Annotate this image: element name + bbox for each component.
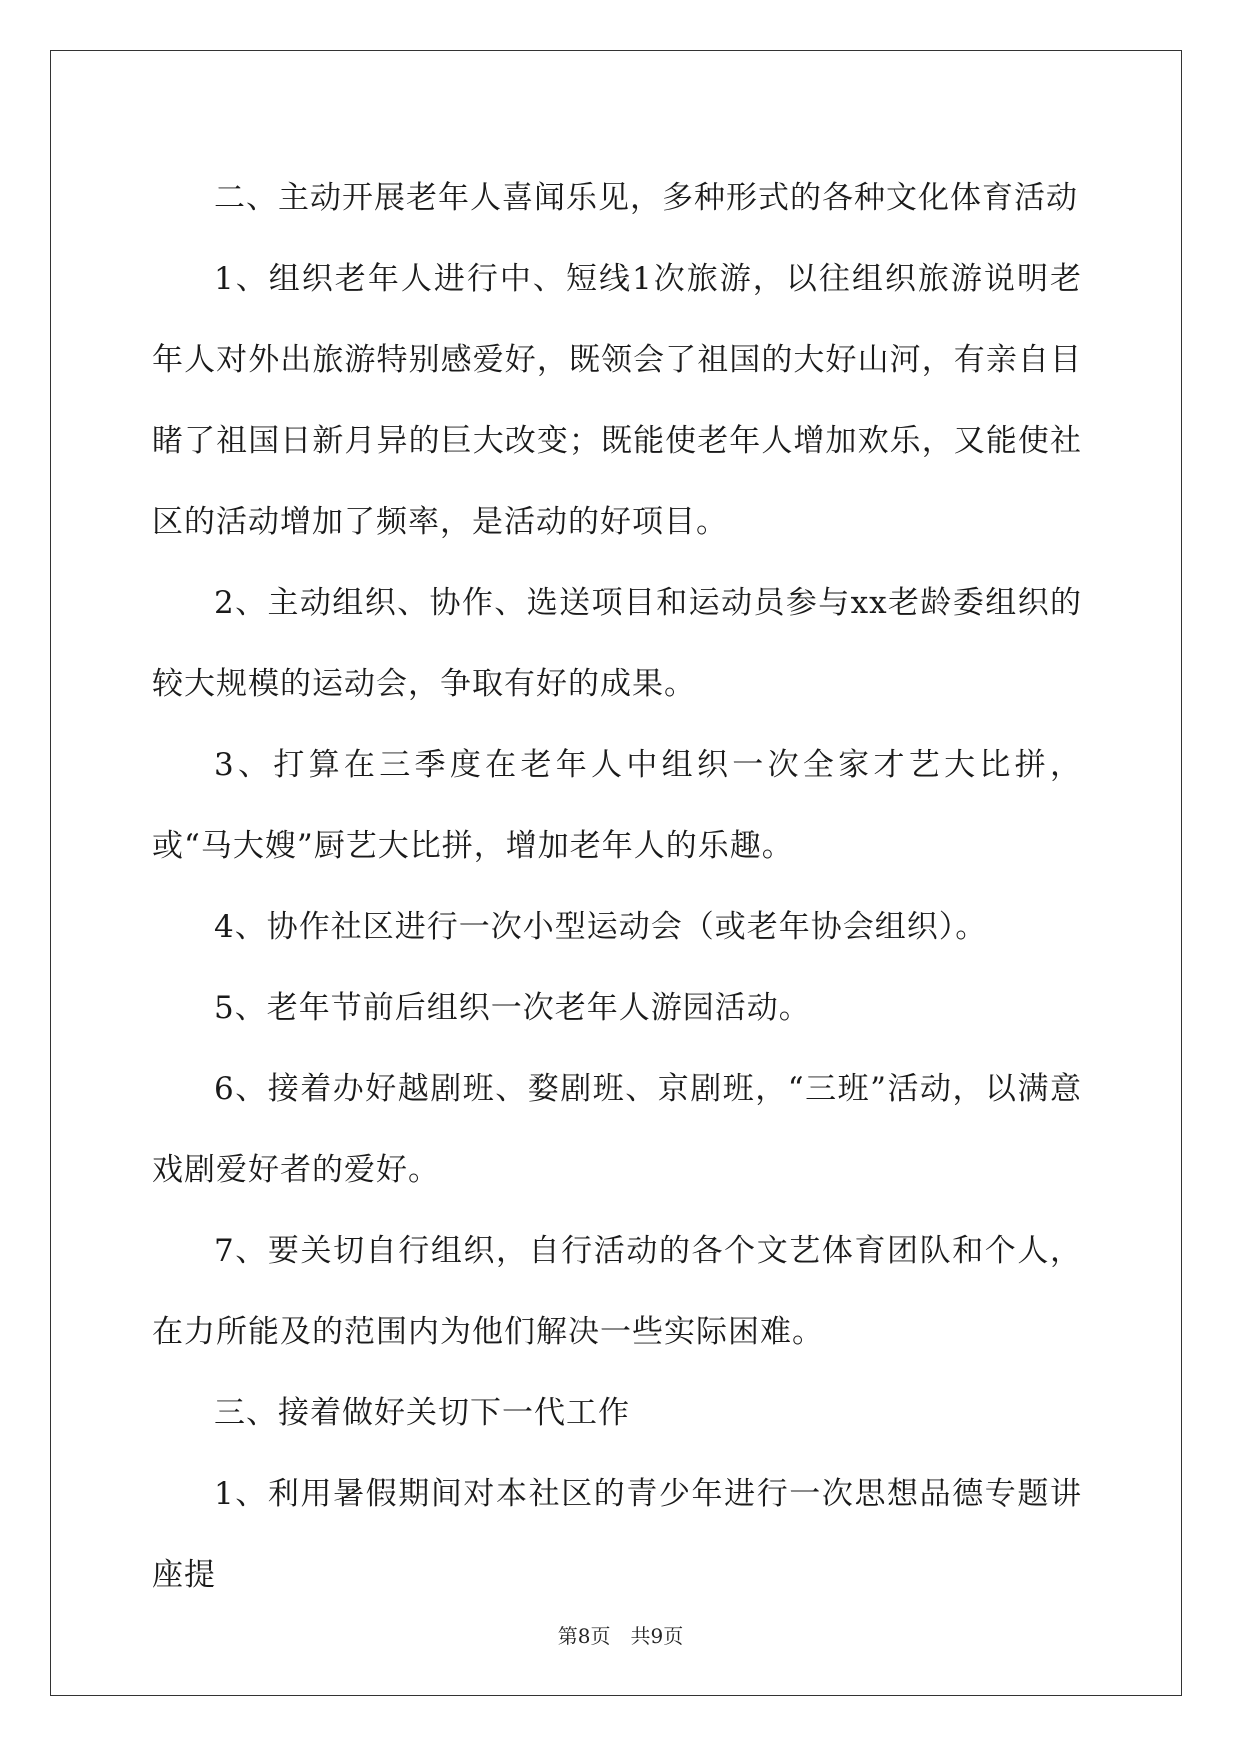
paragraph-item-2: 2、主动组织、协作、选送项目和运动员参与xx老龄委组织的较大规模的运动会，争取有好的成果。: [152, 585, 1082, 702]
paragraph-item-6: 6、接着办好越剧班、婺剧班、京剧班，“三班”活动，以满意戏剧爱好者的爱好。: [152, 1071, 1082, 1188]
document-body: [152, 158, 1082, 1616]
paragraph-item-5: 5、老年节前后组织一次老年人游园活动。: [214, 990, 811, 1026]
paragraph-item-3: 3、打算在三季度在老年人中组织一次全家才艺大比拼，或“马大嫂”厨艺大比拼，增加老年人的乐趣。: [152, 747, 1082, 864]
paragraph-item-7: 7、要关切自行组织，自行活动的各个文艺体育团队和个人，在力所能及的范围内为他们解决一些实际困难。: [152, 1233, 1082, 1350]
paragraph-item-4: 4、协作社区进行一次小型运动会（或老年协会组织）。: [214, 909, 988, 945]
paragraph-item-1: 1、组织老年人进行中、短线1次旅游，以往组织旅游说明老年人对外出旅游特别感爱好，既领会了祖国的大好山河，有亲自目睹了祖国日新月异的巨大改变；既能使老年人增加欢乐，又能使社区的活动增加了频率，是活动的好项目。: [152, 261, 1082, 540]
section-heading-3: 三、接着做好关切下一代工作: [214, 1395, 630, 1431]
page-number-footer: 第8页 共9页: [557, 1624, 684, 1648]
section-heading-2: 二、主动开展老年人喜闻乐见，多种形式的各种文化体育活动: [214, 180, 1078, 216]
paragraph-item-3-1: 1、利用暑假期间对本社区的青少年进行一次思想品德专题讲座提: [152, 1476, 1082, 1593]
